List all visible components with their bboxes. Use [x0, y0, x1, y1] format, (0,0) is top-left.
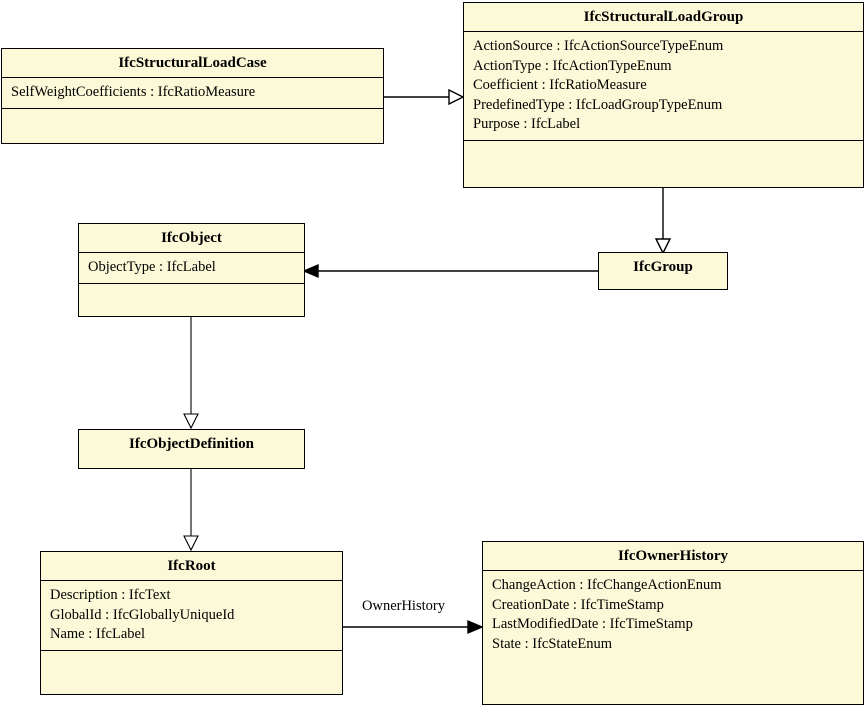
class-box-ifcroot[interactable]: [40, 551, 343, 695]
edge-label-ownerhistory: OwnerHistory: [362, 598, 445, 614]
class-title: IfcStructuralLoadCase: [118, 55, 267, 71]
edge-loadcase-to-loadgroup: [384, 90, 463, 104]
attribute-row: Coefficient : IfcRatioMeasure: [473, 77, 647, 93]
attribute-row: Description : IfcText: [50, 587, 171, 603]
class-box-ifcobjectdefinition[interactable]: [78, 429, 305, 469]
class-box-ifcstructuralloadgroup[interactable]: [463, 2, 864, 188]
class-operations: [2, 109, 383, 123]
class-attributes: [464, 32, 863, 140]
edge-root-to-ownerhistory: [343, 621, 482, 633]
class-title: IfcGroup: [633, 259, 693, 275]
attribute-row: CreationDate : IfcTimeStamp: [492, 596, 664, 613]
attribute-row: ChangeAction : IfcChangeActionEnum: [492, 577, 722, 593]
attribute-row: LastModifiedDate : IfcTimeStamp: [492, 616, 693, 632]
edge-group-to-object: [304, 265, 598, 277]
attribute-row: ActionType : IfcActionTypeEnum: [473, 57, 672, 74]
class-operations: [79, 284, 304, 298]
class-title: IfcStructuralLoadGroup: [583, 9, 744, 25]
class-attributes: [483, 571, 863, 659]
class-attributes: [41, 581, 342, 650]
attribute-row: ActionSource : IfcActionSourceTypeEnum: [473, 38, 724, 54]
class-title: IfcRoot: [167, 558, 216, 574]
class-attributes: [79, 253, 304, 283]
class-operations: [464, 141, 863, 155]
attribute-row: SelfWeightCoefficients : IfcRatioMeasure: [11, 84, 256, 100]
attribute-row: GlobalId : IfcGloballyUniqueId: [50, 606, 235, 623]
class-title: IfcObjectDefinition: [129, 436, 254, 452]
class-box-ifcgroup[interactable]: [598, 252, 728, 290]
class-operations: [41, 651, 342, 665]
class-box-ifcstructuralloadcase[interactable]: [1, 48, 384, 144]
class-title: IfcOwnerHistory: [618, 548, 728, 564]
attribute-row: ObjectType : IfcLabel: [88, 259, 216, 275]
class-attributes: [2, 78, 383, 108]
attribute-row: Purpose : IfcLabel: [473, 116, 581, 132]
class-box-ifcownerhistory[interactable]: [482, 541, 864, 705]
class-box-ifcobject[interactable]: [78, 223, 305, 317]
attribute-row: Name : IfcLabel: [50, 626, 146, 642]
edge-loadgroup-to-group: [656, 188, 670, 253]
edge-object-to-objectdefinition: [184, 317, 198, 428]
attribute-row: PredefinedType : IfcLoadGroupTypeEnum: [473, 96, 723, 113]
edge-objectdefinition-to-root: [184, 469, 198, 550]
attribute-row: State : IfcStateEnum: [492, 635, 612, 652]
class-title: IfcObject: [161, 230, 222, 246]
